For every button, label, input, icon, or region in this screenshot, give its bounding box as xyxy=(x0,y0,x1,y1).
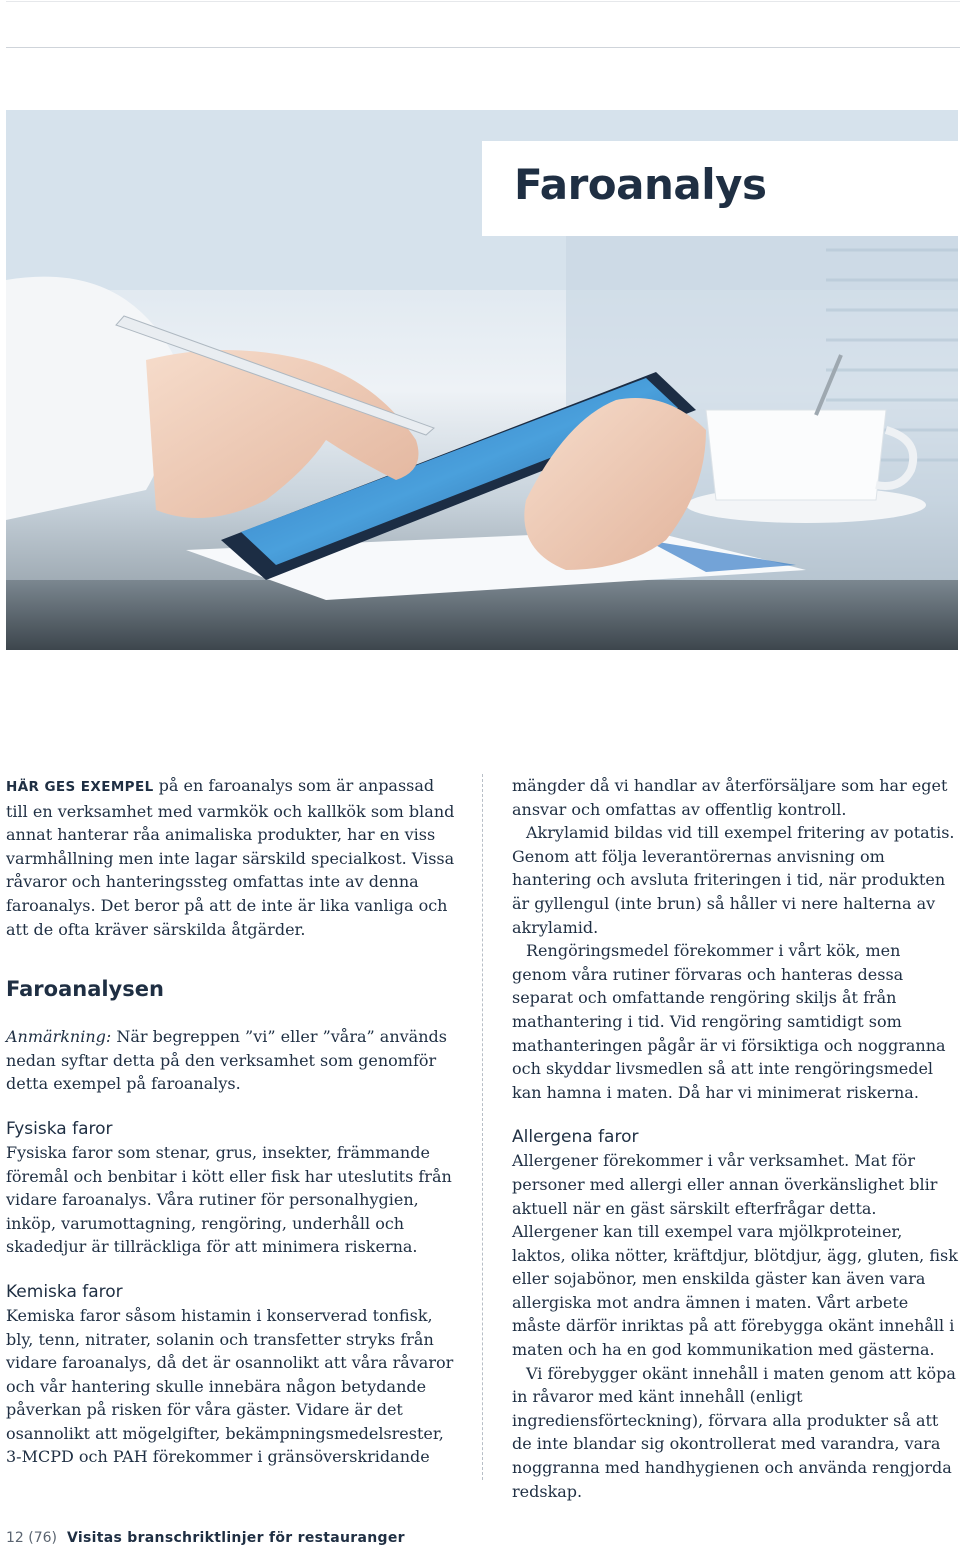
top-rule xyxy=(6,47,960,48)
physical-hazards-heading: Fysiska faror xyxy=(6,1118,113,1139)
page-title: Faroanalys xyxy=(514,160,767,209)
intro-text: på en faroanalys som är anpassad till en verksamhet med varmkök och kallkök som bland annat hanterar råa animaliska produkter, har en viss varmhållning men inte lagar särskild specialkost. Vissa råvaror och hanteringssteg omfattas inte av denna faroanalys. Det beror på att de inte är lika vanliga och att de ofta kräver särskilda åtgärder. xyxy=(6,776,455,939)
continued-paragraph: mängder då vi handlar av återförsäljare som har eget ansvar och omfattas av offentlig kontroll. xyxy=(512,776,948,819)
prevention-paragraph: Vi förebygger okänt innehåll i maten genom att köpa in råvaror med känt innehåll (enligt ingrediensförteckning), förvara alla produkter så att de inte blandar sig okontrollerat med varandra, vara noggranna med handhygienen och använda rengjorda redskap. xyxy=(512,1363,956,1501)
page-number: 12 (76) xyxy=(6,1530,58,1546)
column-divider xyxy=(482,774,483,1480)
allergen-hazards-heading: Allergena faror xyxy=(512,1127,639,1148)
chemical-hazards-heading: Kemiska faror xyxy=(6,1281,123,1302)
note-paragraph xyxy=(6,1025,458,1096)
publication-title: Visitas branschriktlinjer för restauranger xyxy=(67,1530,405,1546)
section-heading: Faroanalysen xyxy=(6,977,164,1002)
acrylamide-paragraph: Akrylamid bildas vid till exempel fritering av potatis. Genom att följa leverantörernas anvisning om hantering och avsluta friteringen i tid, när produkten är gyllengul (inte brun) så håller vi nere halterna av akrylamid. xyxy=(512,823,955,937)
cleaning-agents-paragraph: Rengöringsmedel förekommer i vårt kök, men genom våra rutiner förvaras och hanteras dessa separat och omfattande rengöring skiljs åt från mathantering i tid. Vid rengöring samtidigt som mathanteringen pågår är vi försiktiga och noggranna och skyddar livsmedlen så att inte rengöringsmedel kan hamna i maten. Då har vi minimerat riskerna. xyxy=(512,941,946,1102)
note-label: Anmärkning: xyxy=(6,1027,112,1047)
physical-hazards-text: Fysiska faror som stenar, grus, insekter, främmande föremål och benbitar i kött eller fisk har uteslutits från vidare faroanalys. Våra rutiner för personalhygien, inköp, varumottagning, rengöring, underhåll och skadedjur är tillräckliga för att minimera riskerna. xyxy=(6,1142,452,1257)
right-column xyxy=(512,774,960,1503)
intro-paragraph xyxy=(6,774,458,941)
left-column xyxy=(6,774,458,1469)
top-thin-rule xyxy=(6,1,960,2)
note-text: När begreppen ”vi” eller ”våra” används nedan syftar detta på den verksamhet som genomför detta exempel på faroanalys. xyxy=(6,1027,447,1094)
intro-lead: HÄR GES EXEMPEL xyxy=(6,779,154,795)
chemical-hazards-text: Kemiska faror såsom histamin i konserverad tonfisk, bly, tenn, nitrater, solanin och transfetter stryks från vidare faroanalys, då det är osannolikt att våra råvaror och vår hantering skulle innebära någon betydande påverkan på risken för våra gäster. Vidare är det osannolikt att mögelgifter, bekämpningsmedelsrester, 3-MCPD och PAH förekommer i gränsöverskridande xyxy=(6,1305,454,1467)
allergen-paragraph: Allergener förekommer i vår verksamhet. Mat för personer med allergi eller annan överkänslighet blir aktuell när en gäst särskilt efterfrågar detta. Allergener kan till exempel vara mjölkproteiner, laktos, olika nötter, kräftdjur, blötdjur, ägg, gluten, fisk eller sojabönor, men enskilda gäster kan även vara allergiska mot andra ämnen i maten. Vårt arbete måste därför inriktas på att förebygga okänt innehåll i maten och ha en god kommunikation med gästerna. xyxy=(512,1151,958,1360)
page-footer xyxy=(6,1530,405,1546)
